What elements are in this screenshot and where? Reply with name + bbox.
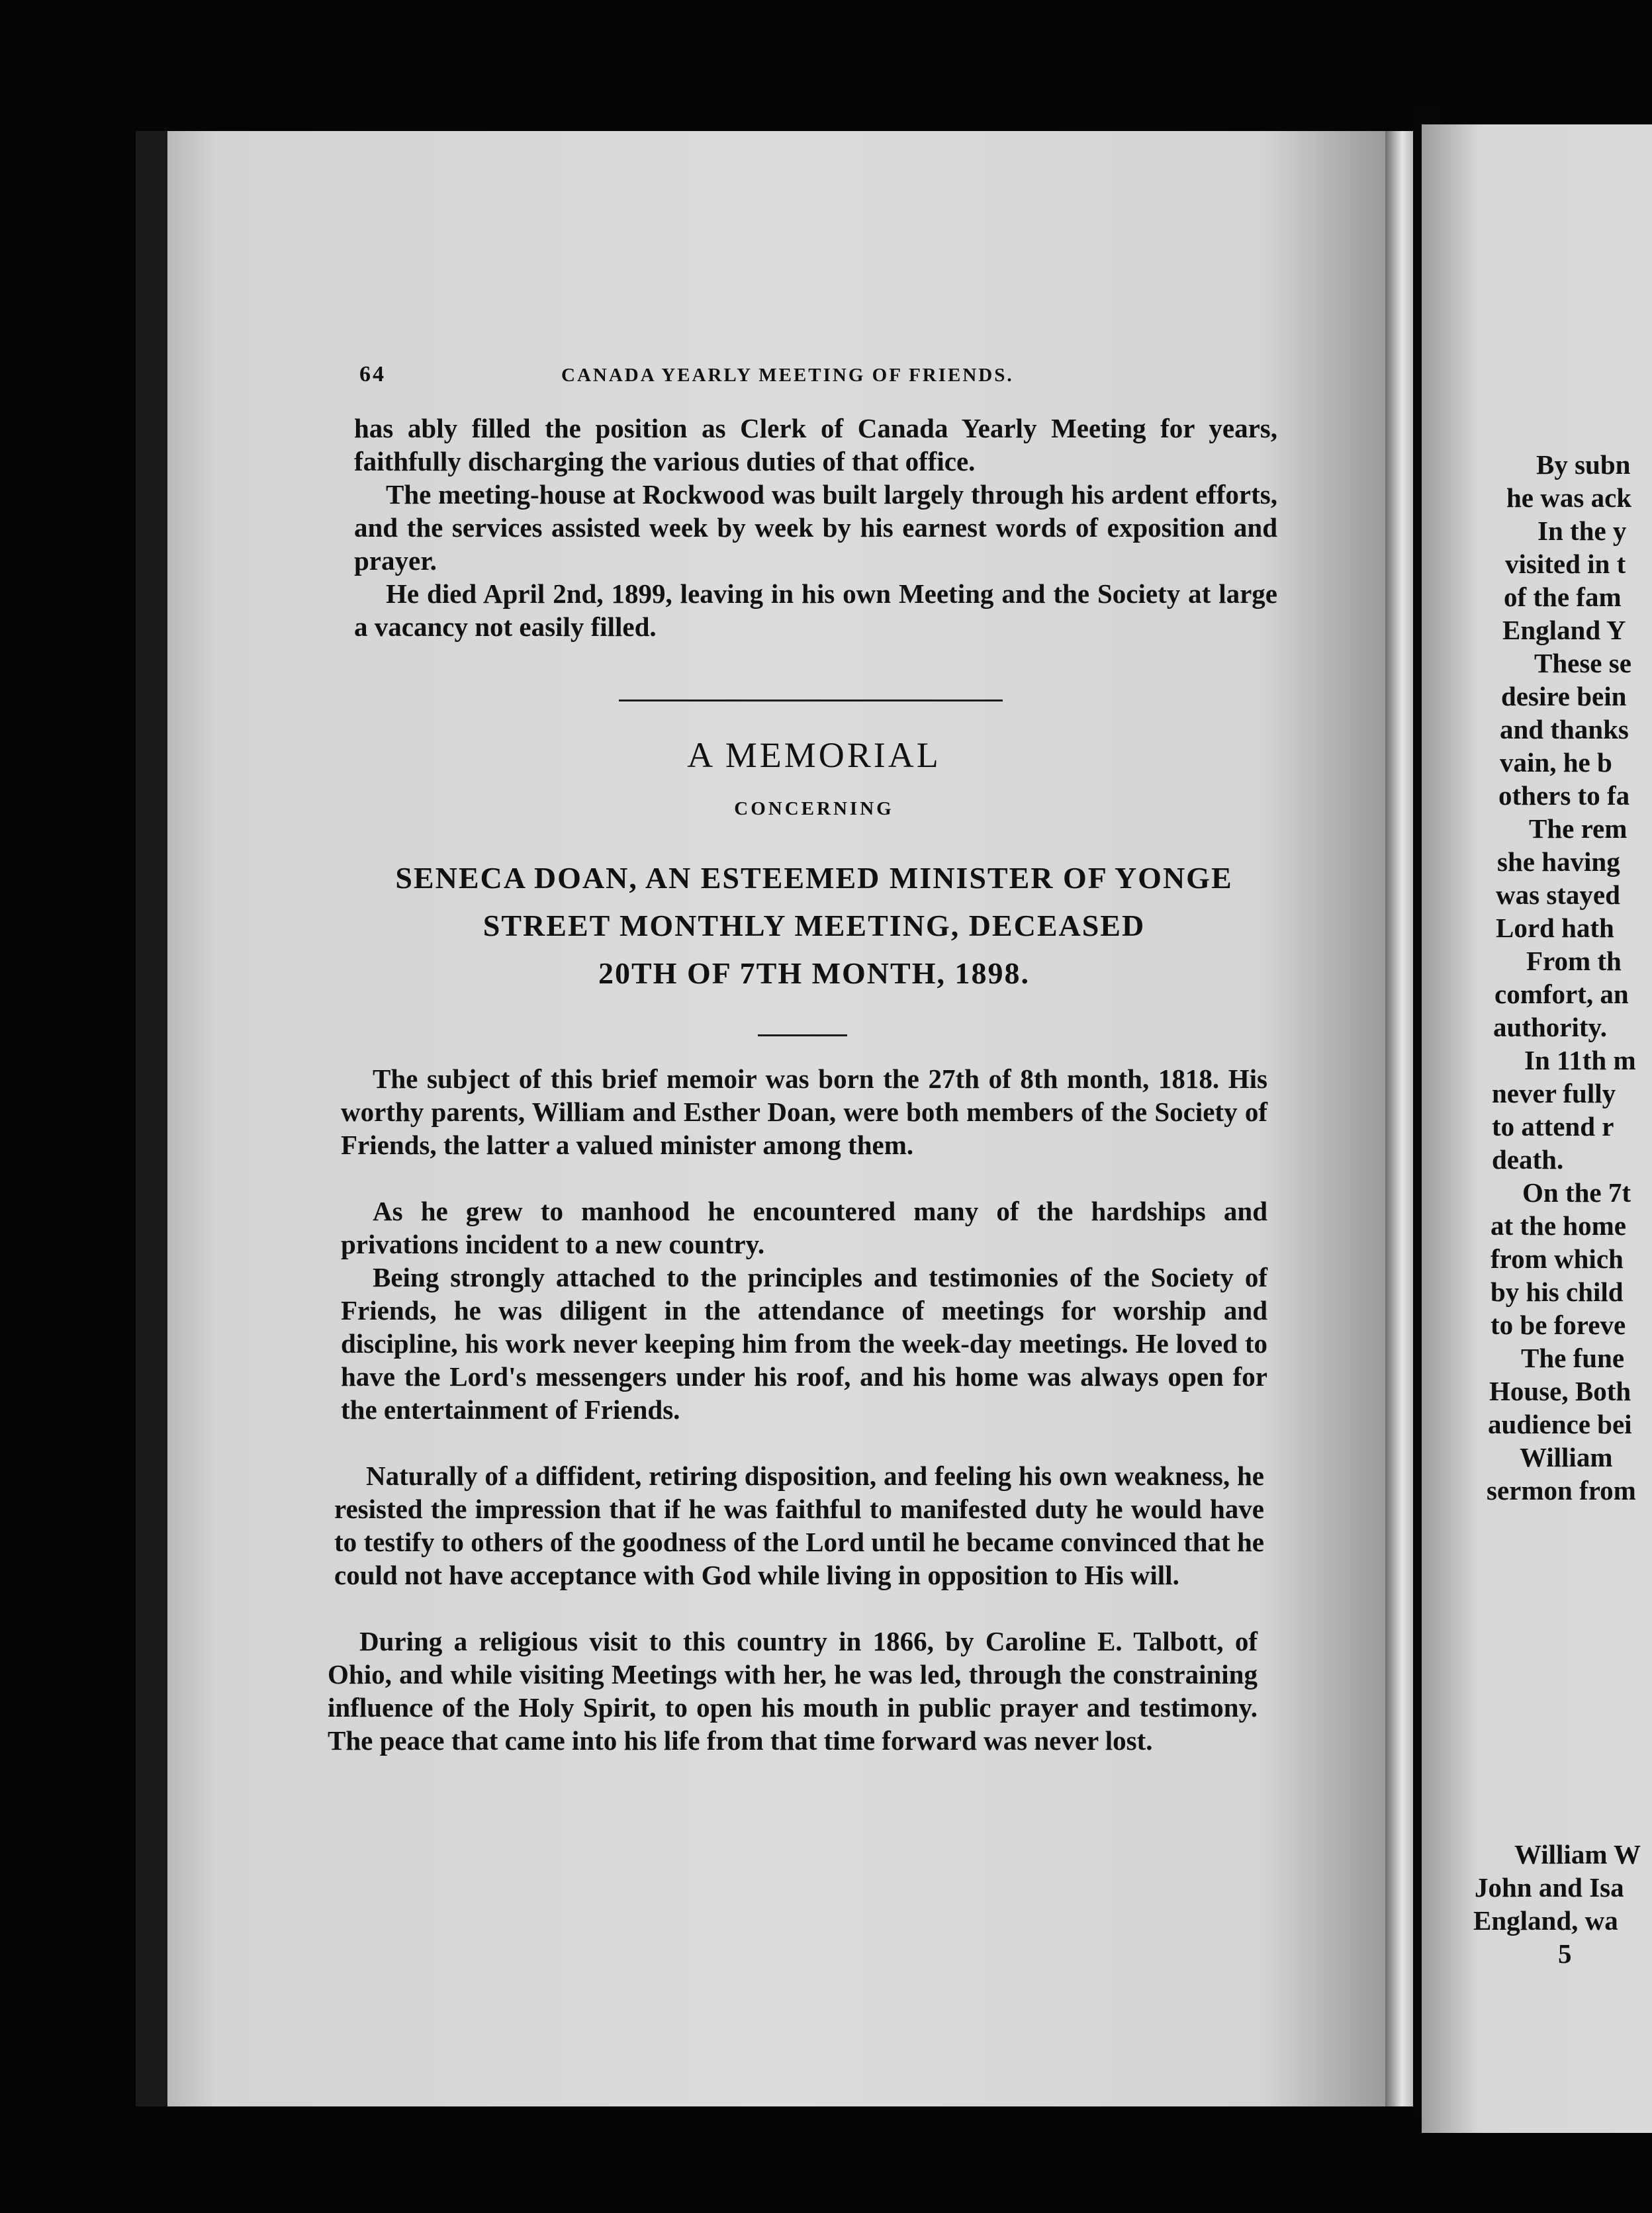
memorial-title: A MEMORIAL xyxy=(687,735,941,775)
subject-line: STREET MONTHLY MEETING, DECEASED xyxy=(482,909,1146,942)
right-page-line: William W xyxy=(1514,1839,1641,1870)
right-page-line: The rem xyxy=(1529,813,1628,844)
subject-line: SENECA DOAN, AN ESTEEMED MINISTER OF YONGE xyxy=(395,861,1233,895)
body-paragraph: Naturally of a diffident, retiring disposition, and feeling his own weakness, he resisted the impression that if he was faithful to manifested duty he would have to testify to others of the goodness of the Lord until he became convinced that he could not have acceptance with God while living in opposition to His will. xyxy=(334,1461,1264,1590)
right-page-line: others to fa xyxy=(1498,780,1630,811)
body-paragraph: Being strongly attached to the principles and testimonies of the Society of Friends, he was diligent in the attendance of meetings for worship and discipline, his work never keeping him from the week-day meetings. He loved to have the Lord's messengers under his roof, and his home was always open for the entertainment of Friends. xyxy=(341,1262,1267,1425)
right-page-line: From th xyxy=(1526,946,1622,976)
section-rule xyxy=(619,700,1003,701)
right-page-line: was stayed xyxy=(1496,880,1620,910)
intro-paragraph: He died April 2nd, 1899, leaving in his own Meeting and the Society at large a vacancy not easily filled. xyxy=(354,578,1277,642)
right-page-line: vain, he b xyxy=(1500,747,1612,778)
right-page-line: authority. xyxy=(1493,1012,1607,1042)
body-paragraph: The subject of this brief memoir was born the 27th of 8th month, 1818. His worthy parents, William and Esther Doan, were both members of the Society of Friends, the latter a valued minister among them. xyxy=(341,1063,1267,1160)
right-page-number: 5 xyxy=(1558,1938,1572,1969)
right-page-line: audience bei xyxy=(1488,1409,1632,1439)
right-page-line: and thanks xyxy=(1500,714,1629,745)
right-page-line: William xyxy=(1520,1442,1613,1472)
right-page-line: by his child xyxy=(1491,1277,1624,1307)
right-page-line: On the 7t xyxy=(1522,1177,1631,1208)
right-page-line: In the y xyxy=(1537,516,1627,546)
right-page-line: England, wa xyxy=(1473,1905,1618,1936)
right-page-line: By subn xyxy=(1536,449,1631,480)
running-head xyxy=(359,362,1266,395)
right-page-line: John and Isa xyxy=(1475,1872,1624,1903)
intro-paragraph: has ably filled the position as Clerk of Canada Yearly Meeting for years, faithfully discharging the various duties of that office. xyxy=(354,413,1277,476)
right-page-line: never fully xyxy=(1492,1078,1616,1108)
right-page-line: Lord hath xyxy=(1496,913,1614,943)
body-paragraph: As he grew to manhood he encountered many of the hardships and privations incident to a new country. xyxy=(341,1196,1267,1259)
right-page-line: sermon from xyxy=(1487,1475,1636,1506)
right-page-line: of the fam xyxy=(1504,582,1622,612)
right-page-line: The fune xyxy=(1521,1343,1625,1373)
subject-line: 20TH OF 7TH MONTH, 1898. xyxy=(598,956,1030,990)
concerning-label: CONCERNING xyxy=(734,798,894,819)
right-page-line: death. xyxy=(1492,1144,1564,1175)
right-page-line: England Y xyxy=(1502,615,1626,645)
right-page-line: at the home xyxy=(1491,1210,1626,1241)
right-page-line: These se xyxy=(1534,648,1631,678)
right-page-line: In 11th m xyxy=(1524,1045,1636,1075)
body-paragraph: During a religious visit to this country in 1866, by Caroline E. Talbott, of Ohio, and while visiting Meetings with her, he was led, through the constraining influence of the Holy Spirit, to open his mouth in public prayer and testimony. The peace that came into his life from that time forward was never lost. xyxy=(328,1626,1258,1756)
right-page-line: from which xyxy=(1491,1243,1624,1274)
right-page-line: visited in t xyxy=(1505,549,1626,579)
page-number: 64 xyxy=(359,362,386,386)
right-page-line: she having xyxy=(1497,846,1620,877)
right-page-line: comfort, an xyxy=(1494,979,1629,1009)
right-page-line: he was ack xyxy=(1506,482,1632,513)
right-page-line: to attend r xyxy=(1492,1111,1614,1142)
right-page-line: to be foreve xyxy=(1491,1310,1626,1340)
page-heading: CANADA YEARLY MEETING OF FRIENDS. xyxy=(561,365,1014,386)
right-page-line: desire bein xyxy=(1501,681,1627,711)
right-page-line: House, Both xyxy=(1489,1376,1631,1406)
section-rule-short xyxy=(758,1034,847,1036)
intro-paragraph: The meeting-house at Rockwood was built largely through his ardent efforts, and the services assisted week by week by his earnest words of exposition and prayer. xyxy=(354,479,1277,576)
